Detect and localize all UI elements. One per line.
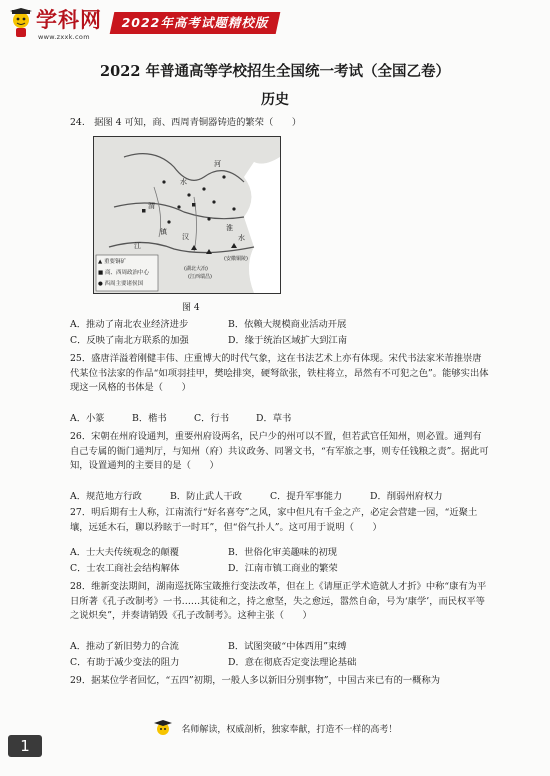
map-legend [98,257,149,290]
map-label-shui-1: 水 [180,178,187,186]
graduate-mascot-icon [153,718,173,741]
question-24-stem: 24. 据图 4 可知，商、西周青铜器铸造的繁荣（ ） [70,117,302,128]
banner-text: 2022年高考试题精校版 [121,15,269,30]
map-label-wei: 渭 [148,202,155,210]
logo-text: 学科网 [36,8,102,32]
question-26-stem: 26．宋朝在州府设通判，重要州府设两名，民户少的州可以不置，但若武官任知州，则必置。通判有自己专属的衙门通判厅，与知州（府）共议政务、同署文书，“有军旅之事，则专任钱粮之责”。据此可知，设置通判的主要目的是（ ） [70,431,489,471]
map-label-ruichang: (江西瑞昌) [188,274,212,280]
map-label-he: 河 [214,160,221,168]
figure-4-map [93,136,281,294]
question-25-stem: 25．盛唐洋溢着刚健丰伟、庄重博大的时代气象，这在书法艺术上亦有体现。宋代书法家米芾推崇唐代某位书法家的作品“如项羽挂甲，樊哙排突，硬弩欲张，铁柱将立，昂然有不可犯之色”。能够实出体现这一风格的书体是（ ） [70,353,489,393]
footer-slogan: 名师解读，权威剖析，独家奉献，打造不一样的高考！ [181,725,398,735]
q26-option-c: C．提升军事能力 [270,491,343,502]
map-label-han: 汉 [182,233,189,241]
map-label-huai: 淮 [226,224,233,232]
exam-title: 2022 年普通高等学校招生全国统一考试（全国乙卷） [100,63,450,80]
q26-option-d: D．削弱州府权力 [370,491,443,502]
q28-option-c: C．有助于减少变法的阻力 [70,657,180,668]
legend-copper-mine: ▲ 重要铜矿 [98,259,126,265]
q24-option-c: C．反映了南北方联系的加强 [70,335,189,346]
question-27-stem: 27．明后期有士人称，江南流行“好名喜夸”之风，家中但凡有千金之产，必定会营建一园，“近聚土壤，远延木石，聊以矜眩于一时耳”，但“俗气扑人”。这可用于说明（ ） [70,507,478,533]
page-number-badge: 1 [8,735,42,757]
q28-option-b: B．试图突破“中体西用”束缚 [228,641,347,652]
figure-caption: 图 4 [182,303,200,313]
q27-option-b: B．世俗化审美趣味的初现 [228,547,338,558]
q25-option-a: A．小篆 [70,413,105,424]
q24-option-d: D．缘于统治区域扩大到江南 [228,335,348,346]
q24-option-b: B．依赖大规模商业活动开展 [228,319,347,330]
q25-option-b: B．楷书 [132,413,167,424]
map-label-tongling: (安徽铜陵) [224,256,248,262]
logo-url: www.zxxk.com [38,33,90,41]
map-label-jiang: 江 [134,242,141,250]
footer [0,718,550,741]
q24-option-a: A．推动了南北农业经济进步 [70,319,189,330]
q28-option-d: D．意在彻底否定变法理论基础 [228,657,357,668]
q25-option-d: D．草书 [256,413,292,424]
legend-vassal-state: ● 西周主要诸侯国 [98,281,144,287]
mascot-icon [8,8,34,40]
q26-option-b: B．防止武人干政 [170,491,242,502]
q28-option-a: A．推动了新旧势力的合流 [70,641,179,652]
map-label-daye: (湖北大冶) [184,266,208,272]
question-29-stem: 29．据某位学者回忆，“五四”初期，一般人多以新旧分别事物”，中国古来已有的一概称为 [70,675,441,686]
map-label-shui-2: 水 [238,234,245,242]
question-28-stem: 28．维新变法期间，湖南巡抚陈宝箴推行变法改革，但在上《请厘正学术造就人才折》中称“康有为平日所著《孔子改制考》一书……其徒和之，持之愈坚，失之愈远，嚣然自命，号为‘康学’，而民权平等之说炽矣”，并奏请销毁《孔子改制考》。这种主张（ ） [70,581,487,621]
q27-option-d: D．江南市镇工商业的繁荣 [228,563,338,574]
q27-option-c: C．士农工商社会结构解体 [70,563,180,574]
map-label-zhen: 镇 [160,228,167,236]
legend-political-center: ■ 商、西周政治中心 [98,270,149,276]
q27-option-a: A．士大夫传统观念的颠覆 [70,547,179,558]
header [8,8,308,44]
q26-option-a: A．规范地方行政 [70,491,142,502]
q25-option-c: C．行书 [194,413,230,424]
exam-subject: 历史 [261,92,289,108]
